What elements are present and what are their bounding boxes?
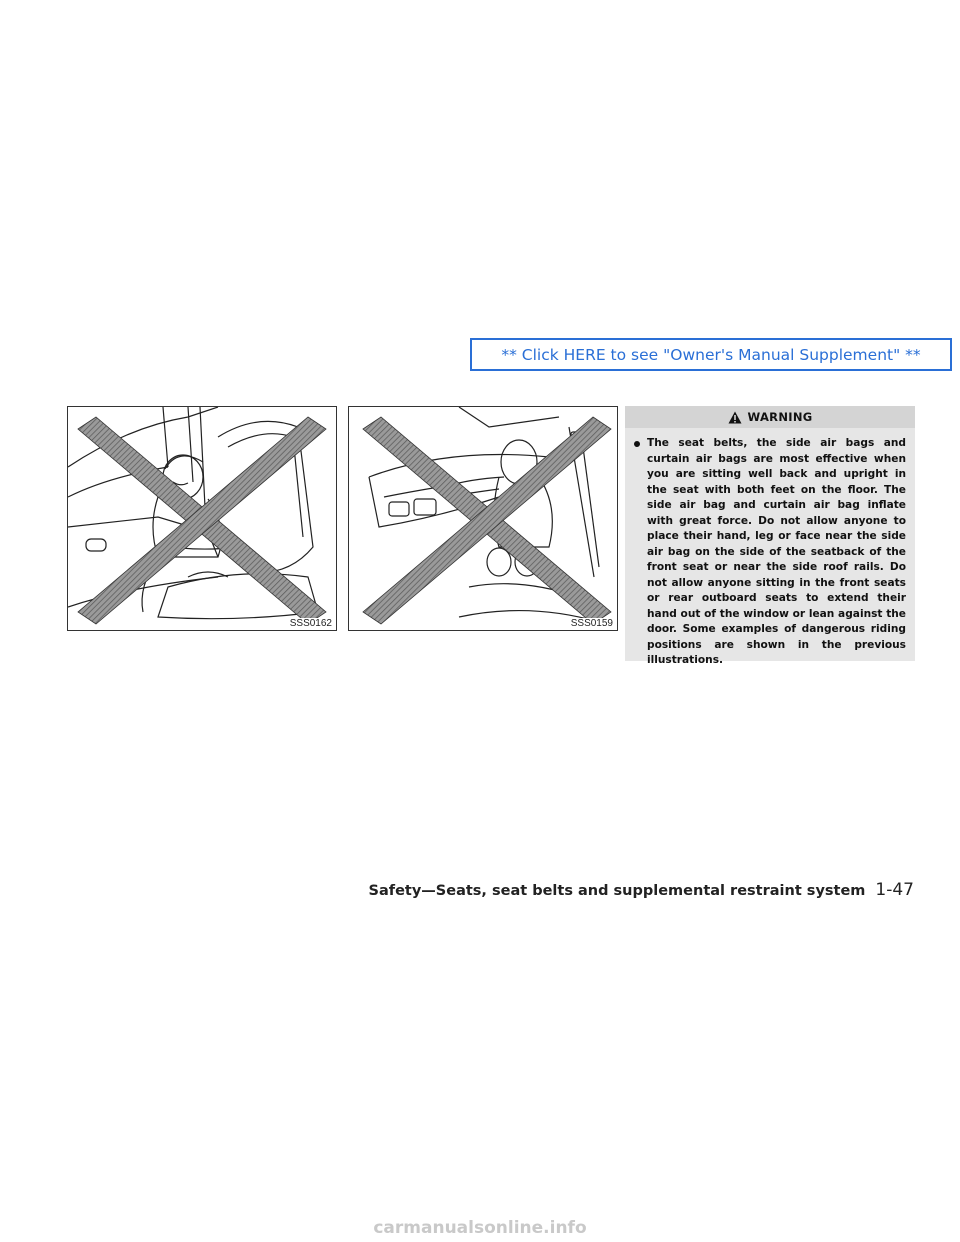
warning-triangle-icon	[728, 411, 742, 424]
illustration-drawing	[349, 407, 618, 631]
watermark: carmanualsonline.info	[373, 1218, 587, 1238]
warning-list	[625, 428, 915, 669]
supplement-link[interactable]: ** Click HERE to see "Owner's Manual Supplement" **	[470, 338, 952, 371]
warning-title: WARNING	[747, 410, 813, 424]
illustration-passenger-reaching-forward	[348, 406, 618, 631]
figure-code: SSS0162	[289, 618, 332, 629]
warning-header	[625, 406, 915, 428]
page-footer	[369, 880, 914, 900]
figure-code: SSS0159	[570, 618, 613, 629]
illustration-drawing	[68, 407, 337, 631]
bullet-icon	[634, 441, 640, 447]
illustration-child-leaning-on-door	[67, 406, 337, 631]
warning-box	[625, 406, 915, 666]
warning-item: The seat belts, the side air bags and curtain air bags are most effective when you are sitting well back and upright in the seat with both feet on the floor. The side air bag and curtain air bag inflate with great force. Do not allow anyone to place their hand, leg or face near the side air bag on the side of the seatback of the front seat or near the side roof rails. Do not allow anyone sitting in the front seats or rear outboard seats to extend their hand out of the window or lean against the door. Some examples of dangerous riding positions are shown in the previous illustrations.	[647, 437, 906, 666]
section-title: Safety—Seats, seat belts and supplemental restraint system	[368, 883, 866, 899]
page-number: 1-47	[875, 880, 914, 900]
